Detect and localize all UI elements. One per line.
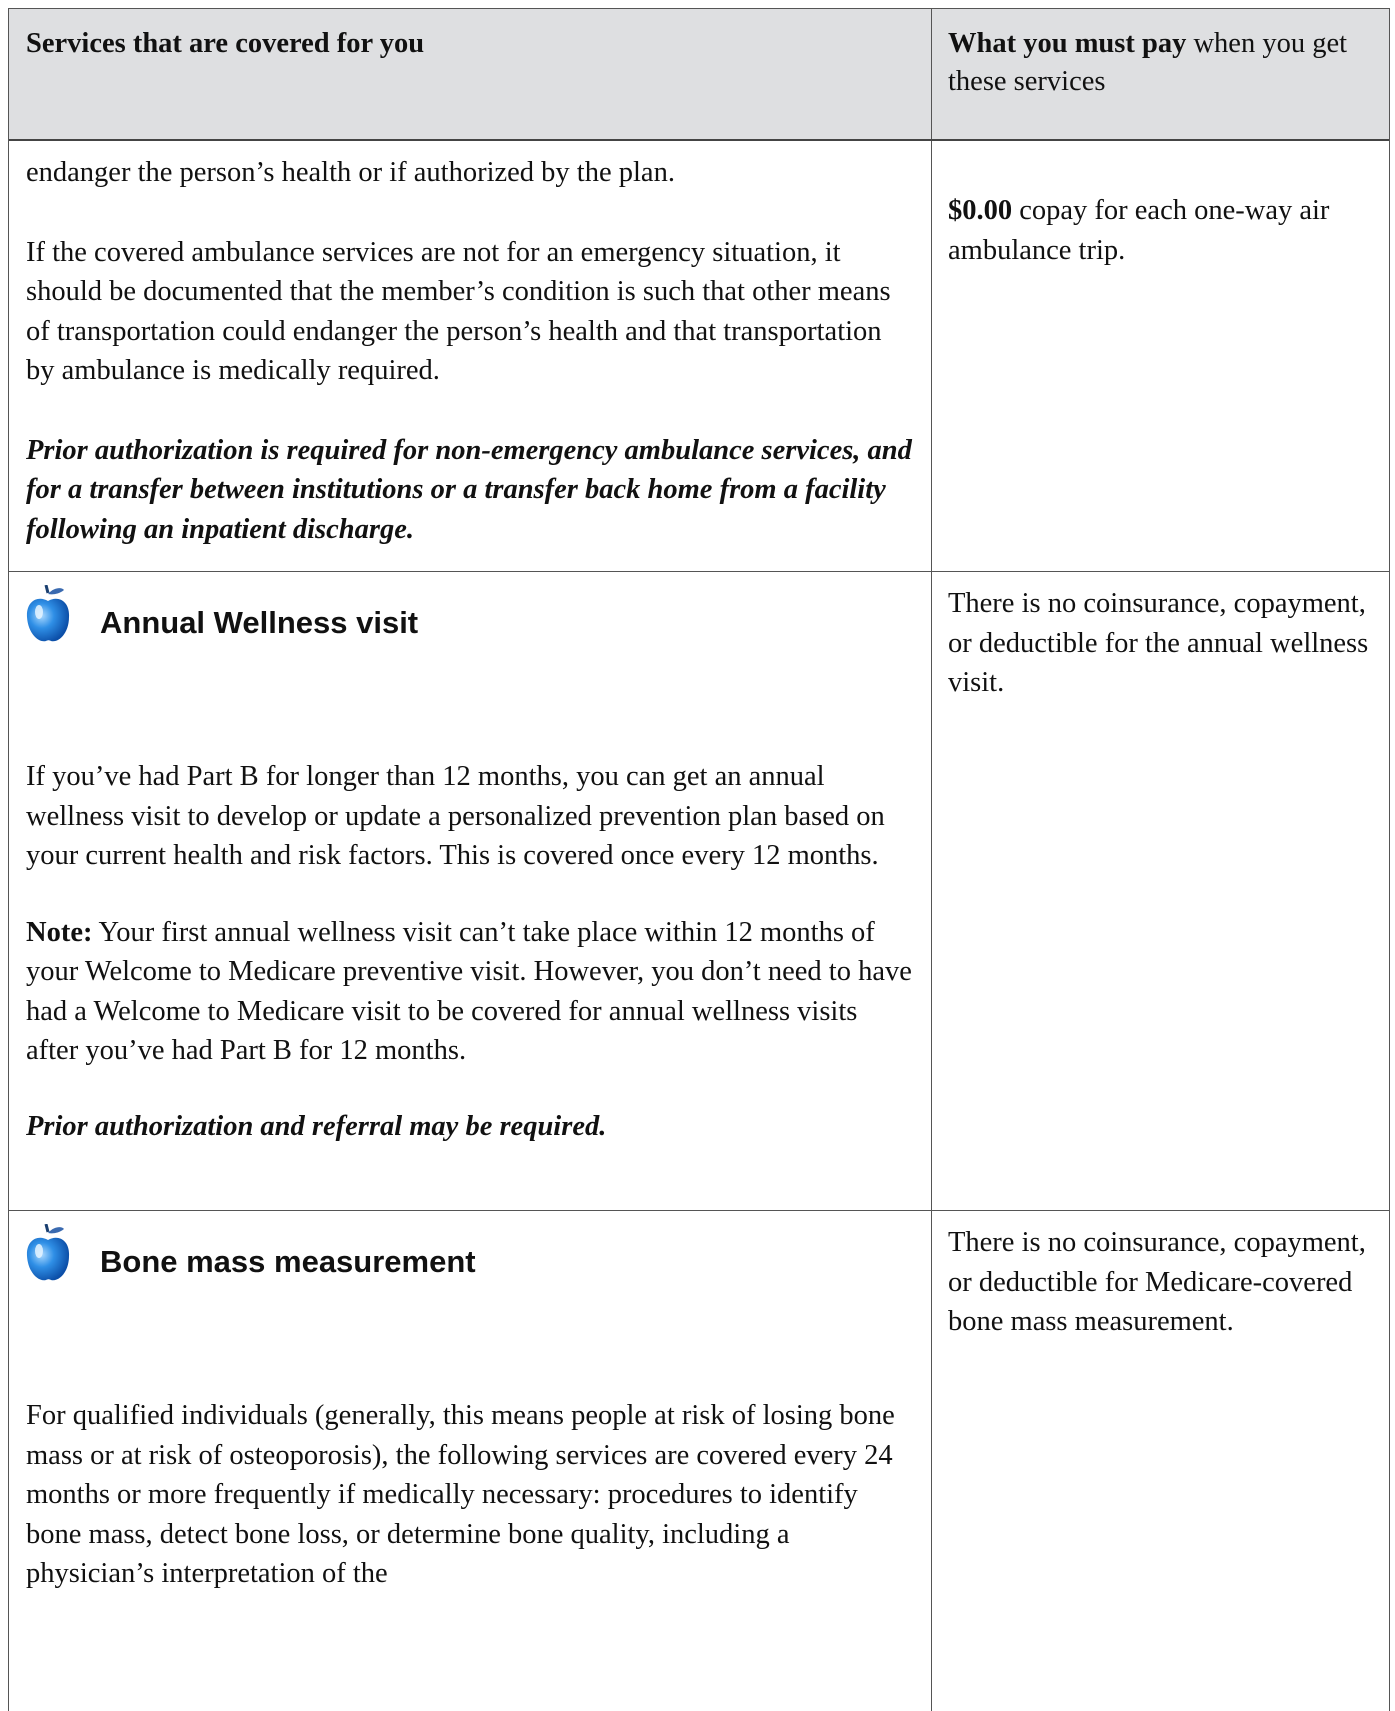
ambulance-para-1: endanger the person’s health or if authorized by the plan. [26,157,675,188]
bone-pay-cell [932,1211,1389,1711]
header-pay-cell [932,9,1389,139]
bone-pay-text: There is no coinsurance, copayment, or deductible for Medicare-covered bone mass measurement. [948,1227,1366,1337]
wellness-title: Annual Wellness visit [100,605,419,640]
header-services-label: Services that are covered for you [26,28,425,59]
wellness-note-label: Note: [26,916,93,948]
wellness-pay-cell [932,572,1389,1210]
table-row-bone-mass [9,1211,1389,1711]
wellness-note-text: Your first annual wellness visit can’t take place within 12 months of your Welcome to Medicare preventive visit. However, you don’t need to have had a Welcome to Medicare visit to be covered for annual wellness visits after you’ve had Part B for 12 months. [26,916,912,1066]
table-row-ambulance [9,141,1389,572]
table-header-row [9,9,1389,141]
wellness-title-line [26,578,915,652]
ambulance-pay-cell [932,141,1389,571]
benefits-table [8,8,1390,1711]
header-pay-bold: What you must pay [948,28,1187,59]
ambulance-pay-rest: copay for each one-way air ambulance trip. [948,195,1330,266]
ambulance-prior-auth: Prior authorization is required for non-emergency ambulance services, and for a transfer between institutions or a transfer back home from a facility following an inpatient discharge. [26,434,912,545]
bone-title: Bone mass measurement [100,1244,476,1279]
header-pay-label [948,23,1377,101]
ambulance-service-cell [9,141,932,571]
header-services-cell [9,9,932,139]
header-pay-rest: when you get these services [948,28,1348,97]
ambulance-para-2: If the covered ambulance services are not for an emergency situation, it should be documented that the member’s condition is such that other means of transportation could endanger the person’s health and that transportation by ambulance is medically required. [26,236,891,386]
bone-para-1: For qualified individuals (generally, this means people at risk of losing bone mass or at risk of osteoporosis), the following services are covered every 24 months or more frequently if medically necessary: procedures to identify bone mass, detect bone loss, or determine bone quality, including a physician’s interpretation of the [26,1400,895,1589]
wellness-service-cell [9,572,932,1210]
ambulance-pay-text [948,191,1377,270]
table-row-wellness [9,572,1389,1211]
ambulance-pay-amount: $0.00 [948,195,1013,226]
wellness-para-1: If you’ve had Part B for longer than 12 months, you can get an annual wellness visit to develop or update a personalized prevention plan based on your current health and risk factors. This is covered once every 12 months. [26,761,885,871]
wellness-prior-auth: Prior authorization and referral may be required. [26,1110,607,1142]
bone-service-cell [9,1211,932,1711]
wellness-note [26,913,915,1071]
wellness-pay-text: There is no coinsurance, copayment, or deductible for the annual wellness visit. [948,588,1369,698]
apple-icon [24,1224,72,1284]
apple-icon [24,585,72,645]
bone-title-line [26,1217,915,1291]
